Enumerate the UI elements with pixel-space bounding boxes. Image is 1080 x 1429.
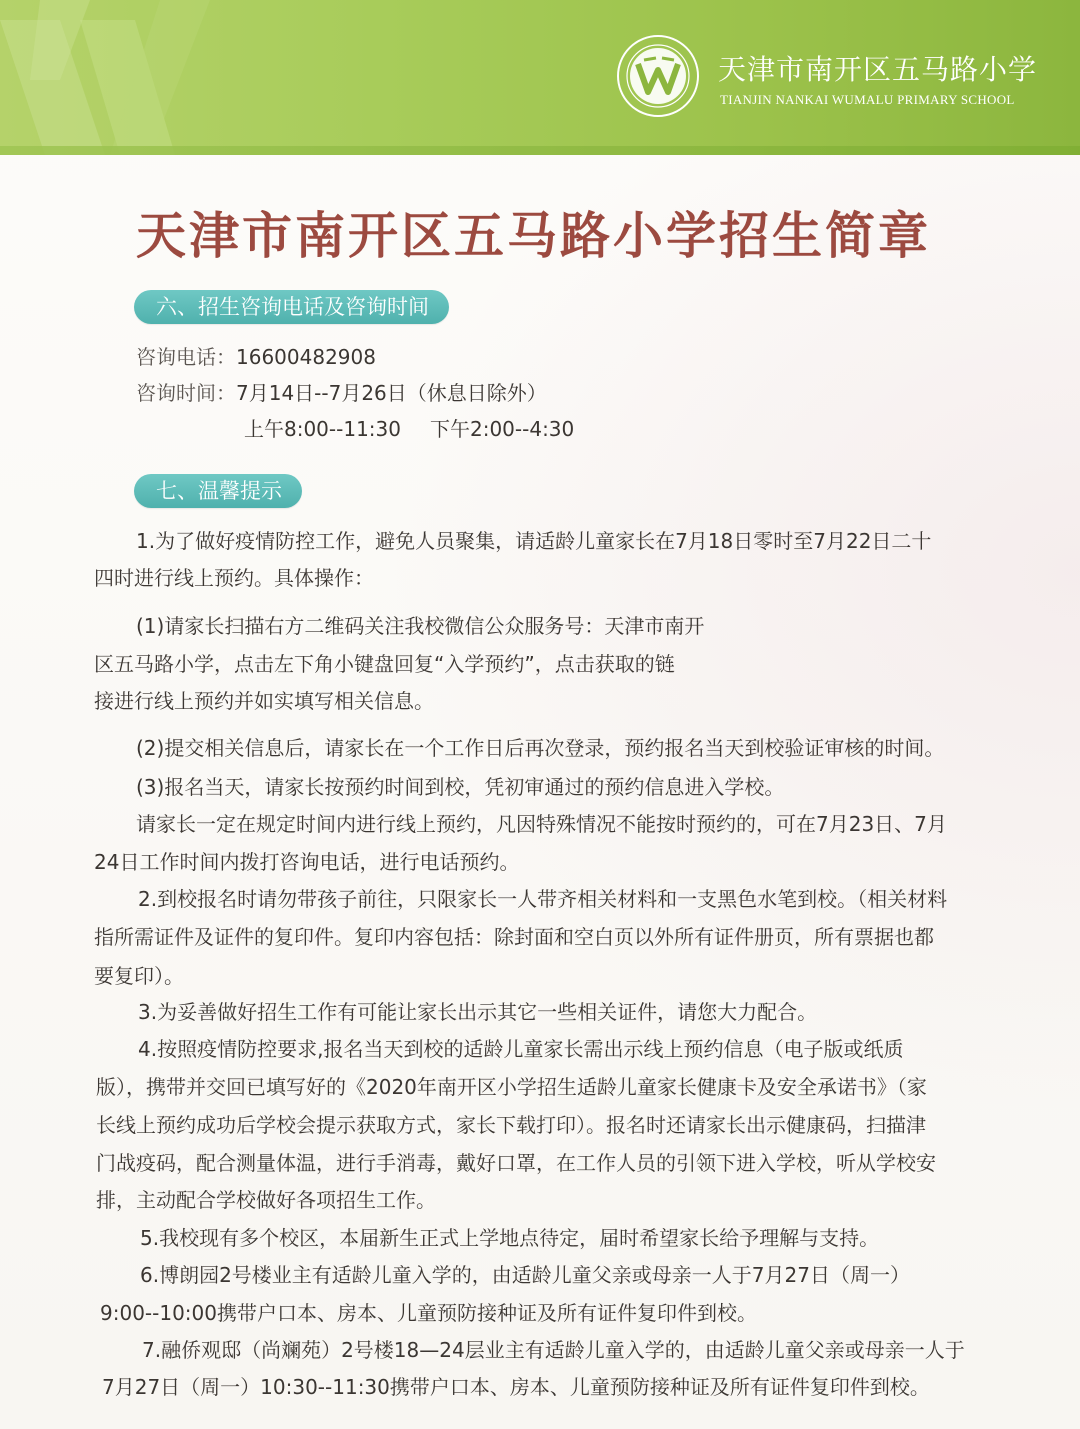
consult-time-label: 咨询时间： [136, 381, 236, 405]
section-six-heading: 六、招生咨询电话及咨询时间 [134, 290, 449, 324]
school-logo-icon [616, 34, 700, 118]
tip-line: 接进行线上预约并如实填写相关信息。 [94, 689, 434, 713]
school-name-chinese: 天津市南开区五马路小学 [718, 53, 1038, 86]
tip-line: 3.为妥善做好招生工作有可能让家长出示其它一些相关证件，请您大力配合。 [138, 1000, 818, 1024]
phone-row [136, 344, 376, 370]
tip-line: 要复印）。 [94, 964, 184, 988]
phone-label: 咨询电话： [136, 345, 236, 369]
tip-line: 长线上预约成功后学校会提示获取方式，家长下载打印）。报名时还请家长出示健康码，扫描津 [96, 1113, 926, 1137]
decorative-w-graphic [0, 0, 260, 155]
tip-line: 7月27日（周一）10:30--11:30携带户口本、房本、儿童预防接种证及所有证件复印件到校。 [102, 1375, 930, 1399]
header-band [0, 0, 1080, 155]
tip-line: 门战疫码，配合测量体温，进行手消毒，戴好口罩，在工作人员的引领下进入学校，听从学校安 [96, 1151, 936, 1175]
phone-number: 16600482908 [236, 345, 376, 369]
tip-line: 9:00--10:00携带户口本、房本、儿童预防接种证及所有证件复印件到校。 [100, 1301, 757, 1325]
morning-hours: 上午8:00--11:30 [244, 417, 401, 441]
tip-line: 6.博朗园2号楼业主有适龄儿童入学的，由适龄儿童父亲或母亲一人于7月27日（周一） [140, 1263, 910, 1287]
tip-line: 24日工作时间内拨打咨询电话，进行电话预约。 [94, 850, 520, 874]
tip-line: 7.融侨观邸（尚斓苑）2号楼18—24层业主有适龄儿童入学的，由适龄儿童父亲或母亲一人于 [142, 1338, 965, 1362]
tip-line: 5.我校现有多个校区，本届新生正式上学地点待定，届时希望家长给予理解与支持。 [140, 1226, 880, 1250]
tip-line: (3)报名当天，请家长按预约时间到校，凭初审通过的预约信息进入学校。 [136, 775, 785, 799]
header-stripe [0, 146, 1080, 155]
tip-line: (2)提交相关信息后，请家长在一个工作日后再次登录，预约报名当天到校验证审核的时间。 [136, 736, 945, 760]
afternoon-hours: 下午2:00--4:30 [430, 417, 575, 441]
section-seven-heading: 七、温馨提示 [134, 474, 302, 508]
consult-dates: 7月14日--7月26日（休息日除外） [236, 381, 547, 405]
tip-line: 4.按照疫情防控要求,报名当天到校的适龄儿童家长需出示线上预约信息（电子版或纸质 [138, 1037, 904, 1061]
consult-time-row [136, 380, 547, 406]
tip-line: (1)请家长扫描右方二维码关注我校微信公众服务号：天津市南开 [136, 614, 705, 638]
tip-line: 四时进行线上预约。具体操作： [94, 566, 374, 590]
tip-line: 指所需证件及证件的复印件。复印内容包括：除封面和空白页以外所有证件册页，所有票据也都 [94, 925, 934, 949]
tip-line: 区五马路小学，点击左下角小键盘回复“入学预约”，点击获取的链 [94, 652, 675, 676]
school-name-english: TIANJIN NANKAI WUMALU PRIMARY SCHOOL [720, 92, 1015, 107]
tip-line: 排，主动配合学校做好各项招生工作。 [96, 1188, 436, 1212]
tip-line: 2.到校报名时请勿带孩子前往，只限家长一人带齐相关材料和一支黑色水笔到校。（相关材料 [138, 887, 948, 911]
page-title: 天津市南开区五马路小学招生简章 [136, 206, 931, 265]
tip-line: 版），携带并交回已填写好的《2020年南开区小学招生适龄儿童家长健康卡及安全承诺书》（家 [96, 1075, 927, 1099]
tip-line: 请家长一定在规定时间内进行线上预约，凡因特殊情况不能按时预约的，可在7月23日、7月 [136, 812, 947, 836]
tip-line: 1.为了做好疫情防控工作，避免人员聚集，请适龄儿童家长在7月18日零时至7月22日二十 [136, 529, 932, 553]
